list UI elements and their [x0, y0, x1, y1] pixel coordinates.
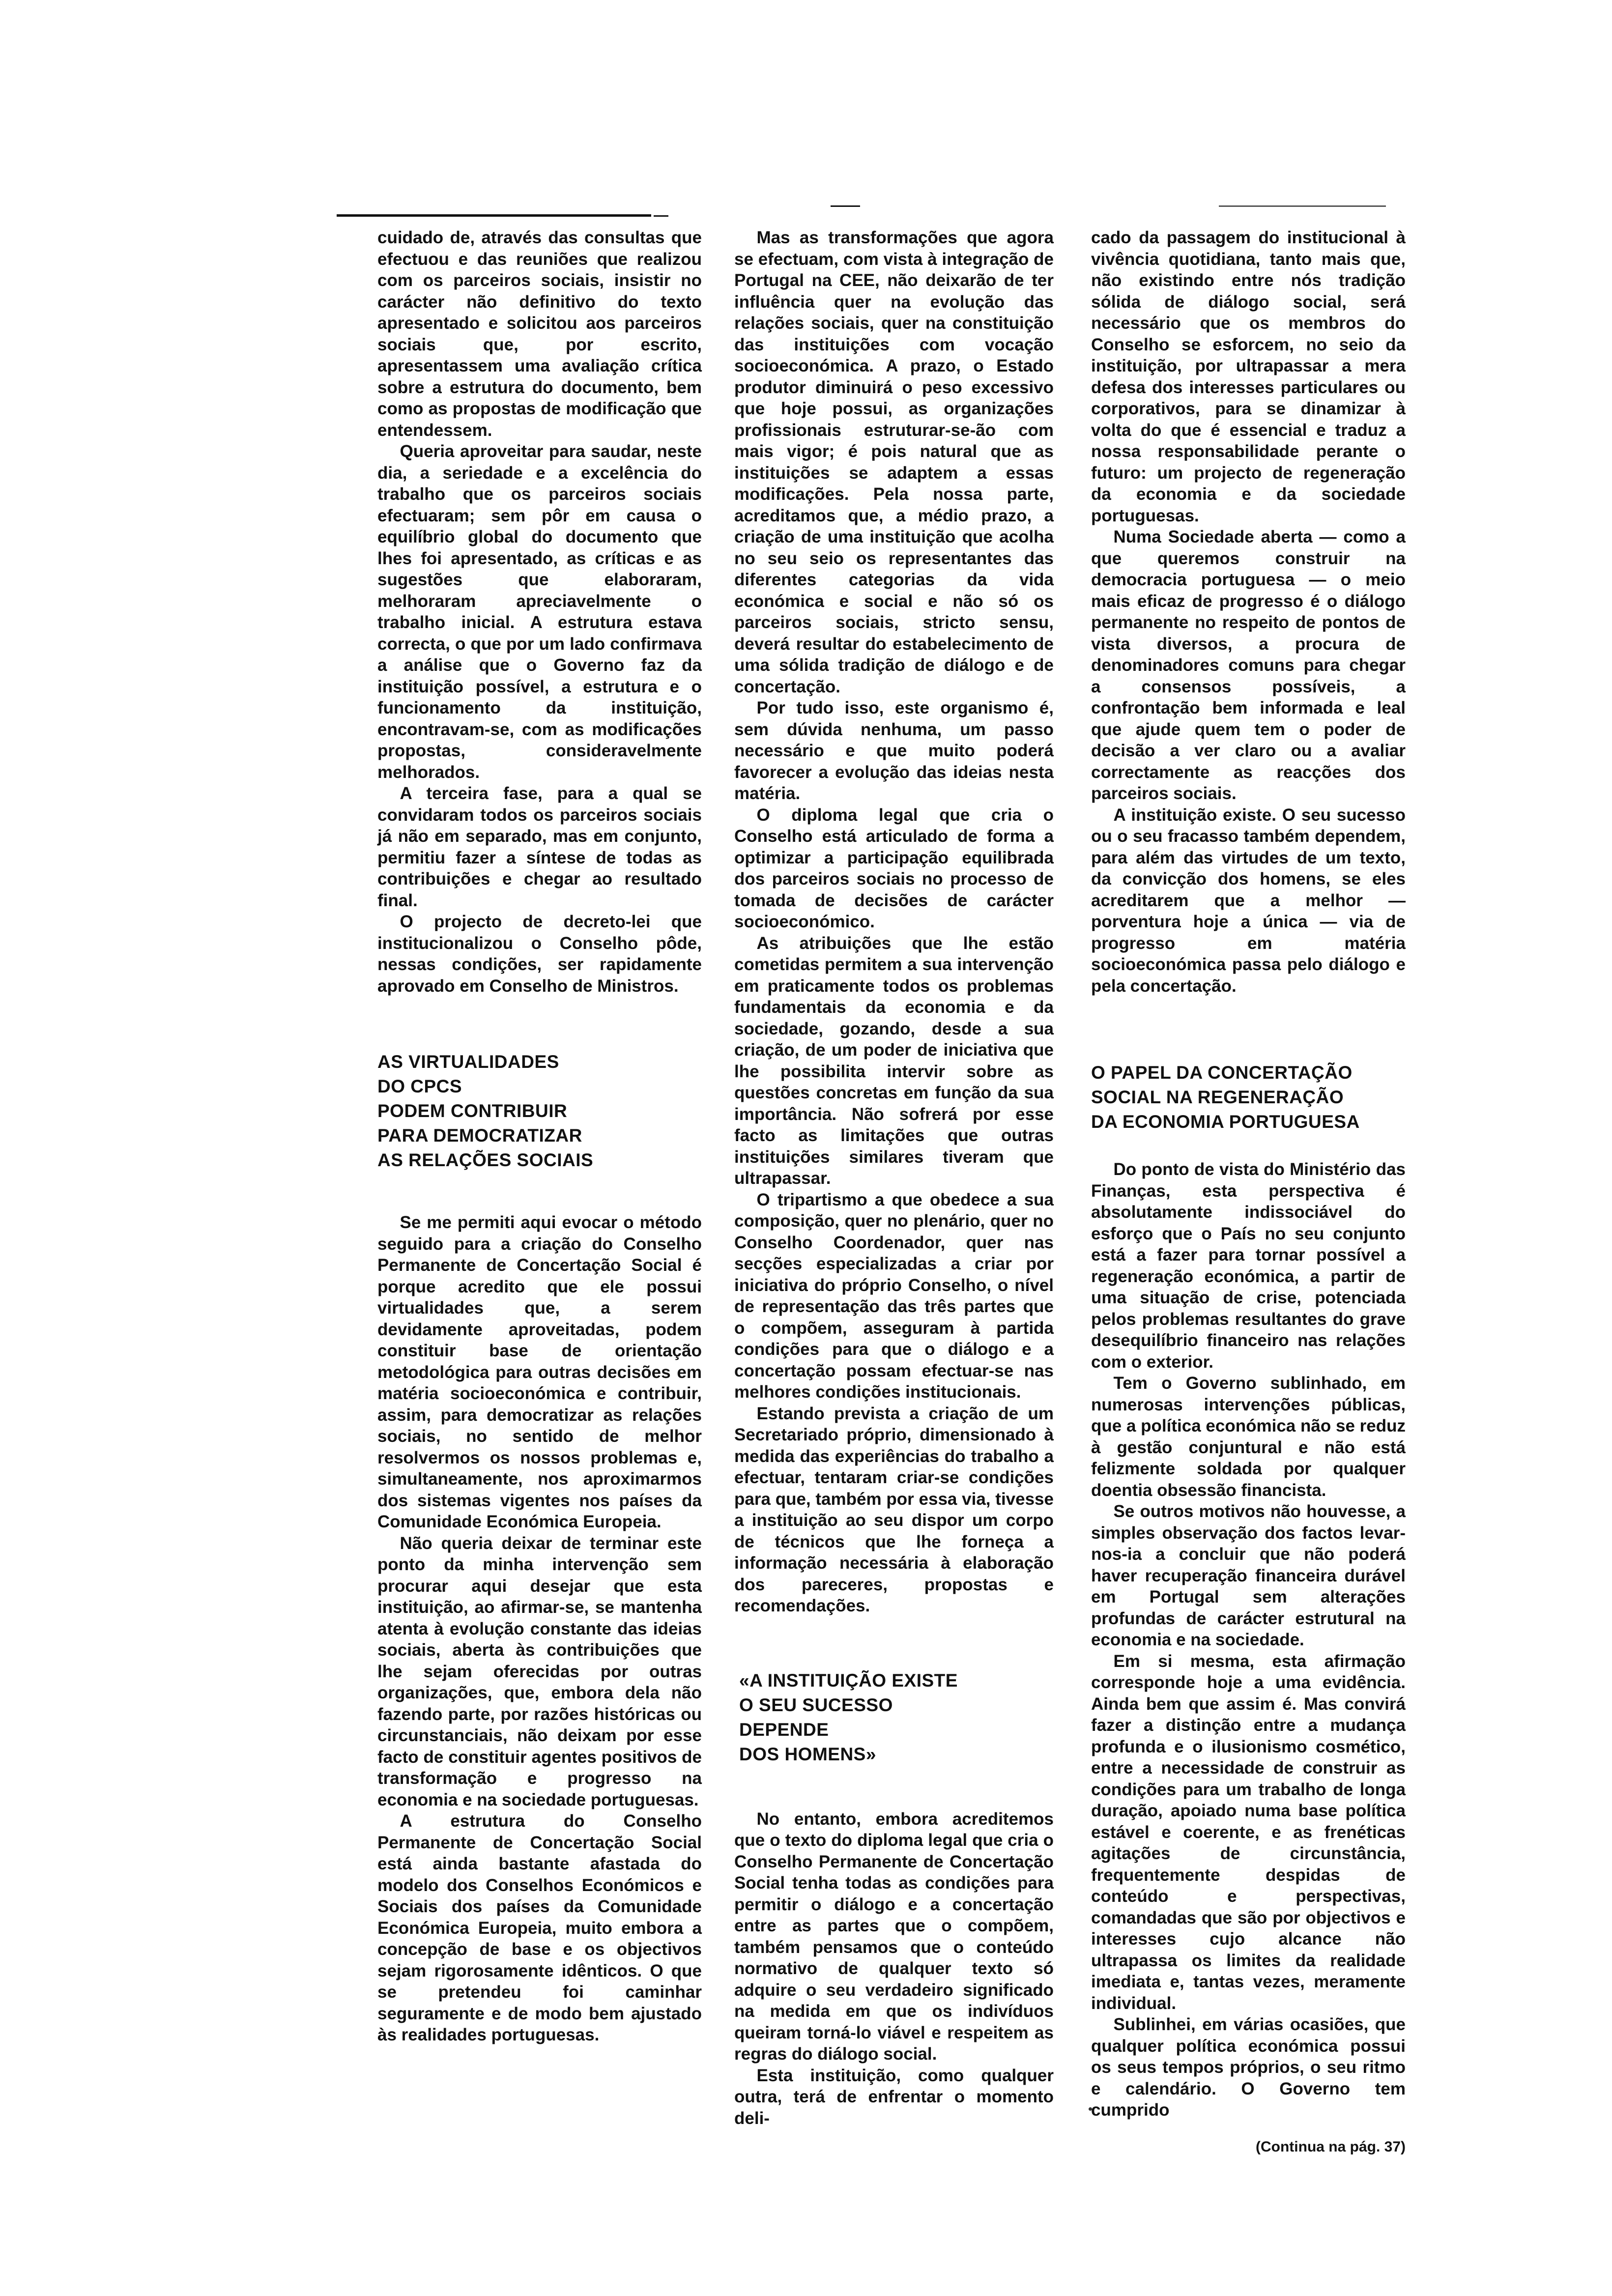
section-heading: [377, 1050, 702, 1173]
paragraph: A terceira fase, para a qual se convidaram todos os parceiros sociais já não em separado, mas em conjunto, permitiu fazer a síntese de todas as contribuições e chegar ao resultado final.: [377, 784, 702, 910]
top-rule-dash: [1219, 205, 1386, 207]
heading-line: PARA DEMOCRATIZAR: [377, 1125, 582, 1146]
paragraph: A estrutura do Conselho Permanente de Concertação Social está ainda bastante afastada do modelo dos Conselhos Económicos e Sociais dos países da Comunidade Económica Europeia, muito embora a concepção de base e os objectivos sejam rigorosamente idênticos. O que se pretendeu foi caminhar seguramente e de modo bem ajustado às realidades portuguesas.: [377, 1811, 702, 2044]
heading-line: AS RELAÇÕES SOCIAIS: [377, 1150, 594, 1170]
paragraph: Em si mesma, esta afirmação corresponde hoje a uma evidência. Ainda bem que assim é. Mas convirá fazer a distinção entre a mudança profunda e o ilusionismo cosmético, entre a necessidade de construir as condições para um trabalho de longa duração, apoiado numa base política estável e coerente, e as frenéticas agitações de circunstância, frequentemente despidas de conteúdo e perspectivas, comandadas que são por objectivos e interesses cujo alcance não ultrapassa os limites da realidade imediata e, tantas vezes, meramente individual.: [1091, 1651, 1406, 2013]
heading-line: DEPENDE: [739, 1719, 829, 1740]
paragraph: Por tudo isso, este organismo é, sem dúvida nenhuma, um passo necessário e que muito poderá favorecer a evolução das ideias nesta matéria.: [734, 698, 1054, 803]
top-rule-dash: [654, 215, 668, 217]
section-heading: [739, 1668, 1054, 1767]
column-2: [734, 227, 1054, 2129]
section-heading: [1091, 1061, 1406, 1134]
paragraph: A instituição existe. O seu sucesso ou o seu fracasso também dependem, para além das virtudes de um texto, da convicção dos homens, se eles acreditarem que a melhor — porventura hoje a única — via de progresso em matéria socioeconómica passa pelo diálogo e pela concertação.: [1091, 805, 1406, 996]
paragraph: Tem o Governo sublinhado, em numerosas intervenções públicas, que a política económica não se reduz à gestão conjuntural e não está felizmente soldada por qualquer doentia obsessão financista.: [1091, 1374, 1406, 1500]
heading-line: SOCIAL NA REGENERAÇÃO: [1091, 1087, 1344, 1107]
paragraph: Do ponto de vista do Ministério das Finanças, esta perspectiva é absolutamente indissociável do esforço que o País no seu conjunto está a fazer para tornar possível a regeneração económica, a partir de uma situação de crise, potenciada pelos problemas resultantes do grave desequilíbrio financeiro nas relações com o exterior.: [1091, 1160, 1406, 1372]
continued-note: (Continua na pág. 37): [1255, 2138, 1406, 2155]
paragraph: Se outros motivos não houvesse, a simples observação dos factos levar-nos-ia a concluir que não poderá haver recuperação financeira durável em Portugal sem alterações profundas de carácter estrutural na economia e na sociedade.: [1091, 1502, 1406, 1649]
paragraph: As atribuições que lhe estão cometidas permitem a sua intervenção em praticamente todos os problemas fundamentais da economia e da sociedade, gozando, desde a sua criação, de um poder de iniciativa que lhe possibilita intervir sobre as questões concretas em função da sua importância. Não sofrerá por esse facto as limitações que outras instituições similares tiveram que ultrapassar.: [734, 933, 1054, 1188]
paragraph: Esta instituição, como qualquer outra, terá de enfrentar o momento deli-: [734, 2066, 1054, 2128]
paragraph: Queria aproveitar para saudar, neste dia, a seriedade e a excelência do trabalho que os parceiros sociais efectuaram; sem pôr em causa o equilíbrio global do documento que lhes foi apresentado, as críticas e as sugestões que elaboraram, melhoraram apreciavelmente o trabalho inicial. A estrutura estava correcta, o que por um lado confirmava a análise que o Governo faz da instituição possível, a estrutura e o funcionamento da instituição, encontravam-se, com as modificações propostas, consideravelmente melhorados.: [377, 442, 702, 782]
paragraph: cuidado de, através das consultas que efectuou e das reuniões que realizou com os parceiros sociais, insistir no carácter não definitivo do texto apresentado e solicitou aos parceiros sociais que, por escrito, apresentassem uma avaliação crítica sobre a estrutura do documento, bem como as propostas de modificação que entendessem.: [377, 228, 702, 440]
heading-line: O SEU SUCESSO: [739, 1694, 893, 1715]
paragraph: Numa Sociedade aberta — como a que queremos construir na democracia portuguesa — o meio mais eficaz de progresso é o diálogo permanente no respeito de pontos de vista diversos, a procura de denominadores comuns para chegar a consensos possíveis, a confrontação bem informada e leal que ajude quem tem o poder de decisão a ver claro ou a avaliar correctamente as reacções dos parceiros sociais.: [1091, 527, 1406, 803]
heading-line: DOS HOMENS»: [739, 1744, 876, 1764]
paragraph: Se me permiti aqui evocar o método seguido para a criação do Conselho Permanente de Concertação Social é porque acredito que ele possui virtualidades que, a serem devidamente aproveitadas, podem constituir base de orientação metodológica para outras decisões em matéria socioeconómica e contribuir, assim, para democratizar as relações sociais, no sentido de melhor resolvermos os nossos problemas e, simultaneamente, nos aproximarmos dos sistemas vigentes nos países da Comunidade Económica Europeia.: [377, 1213, 702, 1531]
paragraph: O tripartismo a que obedece a sua composição, quer no plenário, quer no Conselho Coordenador, quer nas secções especializadas a criar por iniciativa do próprio Conselho, o nível de representação das três partes que o compõem, asseguram à partida condições para que o diálogo e a concertação possam efectuar-se nas melhores condições institucionais.: [734, 1190, 1054, 1402]
heading-line: DO CPCS: [377, 1076, 462, 1096]
top-rule-dash: [831, 205, 860, 207]
column-3: [1091, 227, 1406, 2156]
paragraph: Mas as transformações que agora se efectuam, com vista à integração de Portugal na CEE, não deixarão de ter influência quer na evolução das relações sociais, quer na constituição das instituições com vocação socioeconómica. A prazo, o Estado produtor diminuirá o peso excessivo que hoje possui, as organizações profissionais estruturar-se-ão com mais vigor; é pois natural que as instituições se adaptem a essas modificações. Pela nossa parte, acreditamos que, a médio prazo, a criação de uma instituição que acolha no seu seio os representantes das diferentes categorias da vida económica e social e não só os parceiros sociais, stricto sensu, deverá resultar do estabelecimento de uma sólida tradição de diálogo e de concertação.: [734, 228, 1054, 696]
heading-line: AS VIRTUALIDADES: [377, 1052, 559, 1072]
heading-line: DA ECONOMIA PORTUGUESA: [1091, 1112, 1360, 1132]
paragraph: cado da passagem do institucional à vivência quotidiana, tanto mais que, não existindo entre nós tradição sólida de diálogo social, será necessário que os membros do Conselho se esforcem, no seio da instituição, por ultrapassar a mera defesa dos interesses particulares ou corporativos, para se dinamizar à volta do que é essencial e traduz a nossa responsabilidade perante o futuro: um projecto de regeneração da economia e da sociedade portuguesas.: [1091, 228, 1406, 525]
paragraph: Não queria deixar de terminar este ponto da minha intervenção sem procurar aqui desejar que esta instituição, ao afirmar-se, se mantenha atenta à evolução constante das ideias sociais, aberta às contribuições que lhe sejam oferecidas por outras organizações, que, embora dela não fazendo parte, por razões históricas ou circunstanciais, não deixam por esse facto de constituir agentes positivos de transformação e progresso na economia e na sociedade portuguesas.: [377, 1533, 702, 1809]
paragraph: O diploma legal que cria o Conselho está articulado de forma a optimizar a participação equilibrada dos parceiros sociais no processo de tomada de decisões de carácter socioeconómico.: [734, 805, 1054, 931]
heading-line: «A INSTITUIÇÃO EXISTE: [739, 1670, 958, 1691]
paragraph: O projecto de decreto-lei que institucionalizou o Conselho pôde, nessas condições, ser rapidamente aprovado em Conselho de Ministros.: [377, 912, 702, 996]
paragraph: No entanto, embora acreditemos que o texto do diploma legal que cria o Conselho Permanente de Concertação Social tenha todas as condições para permitir o diálogo e a concertação entre as partes que o compõem, também pensamos que o conteúdo normativo de qualquer texto só adquire o seu verdadeiro significado na medida em que os indivíduos queiram torná-lo viável e respeitem as regras do diálogo social.: [734, 1809, 1054, 2064]
column-1: [377, 227, 702, 2046]
heading-line: O PAPEL DA CONCERTAÇÃO: [1091, 1062, 1353, 1083]
paragraph: Estando prevista a criação de um Secretariado próprio, dimensionado à medida das experiências do trabalho a efectuar, tentaram criar-se condições para que, também por essa via, tivesse a instituição ao seu dispor um corpo de técnicos que lhe forneça a informação necessária à elaboração dos pareceres, propostas e recomendações.: [734, 1404, 1054, 1615]
heading-line: PODEM CONTRIBUIR: [377, 1101, 568, 1121]
top-rule: [337, 214, 651, 217]
paragraph: Sublinhei, em várias ocasiões, que qualquer política económica possui os seus tempos próprios, o seu ritmo e calendário. O Governo tem cumprido: [1091, 2015, 1406, 2120]
